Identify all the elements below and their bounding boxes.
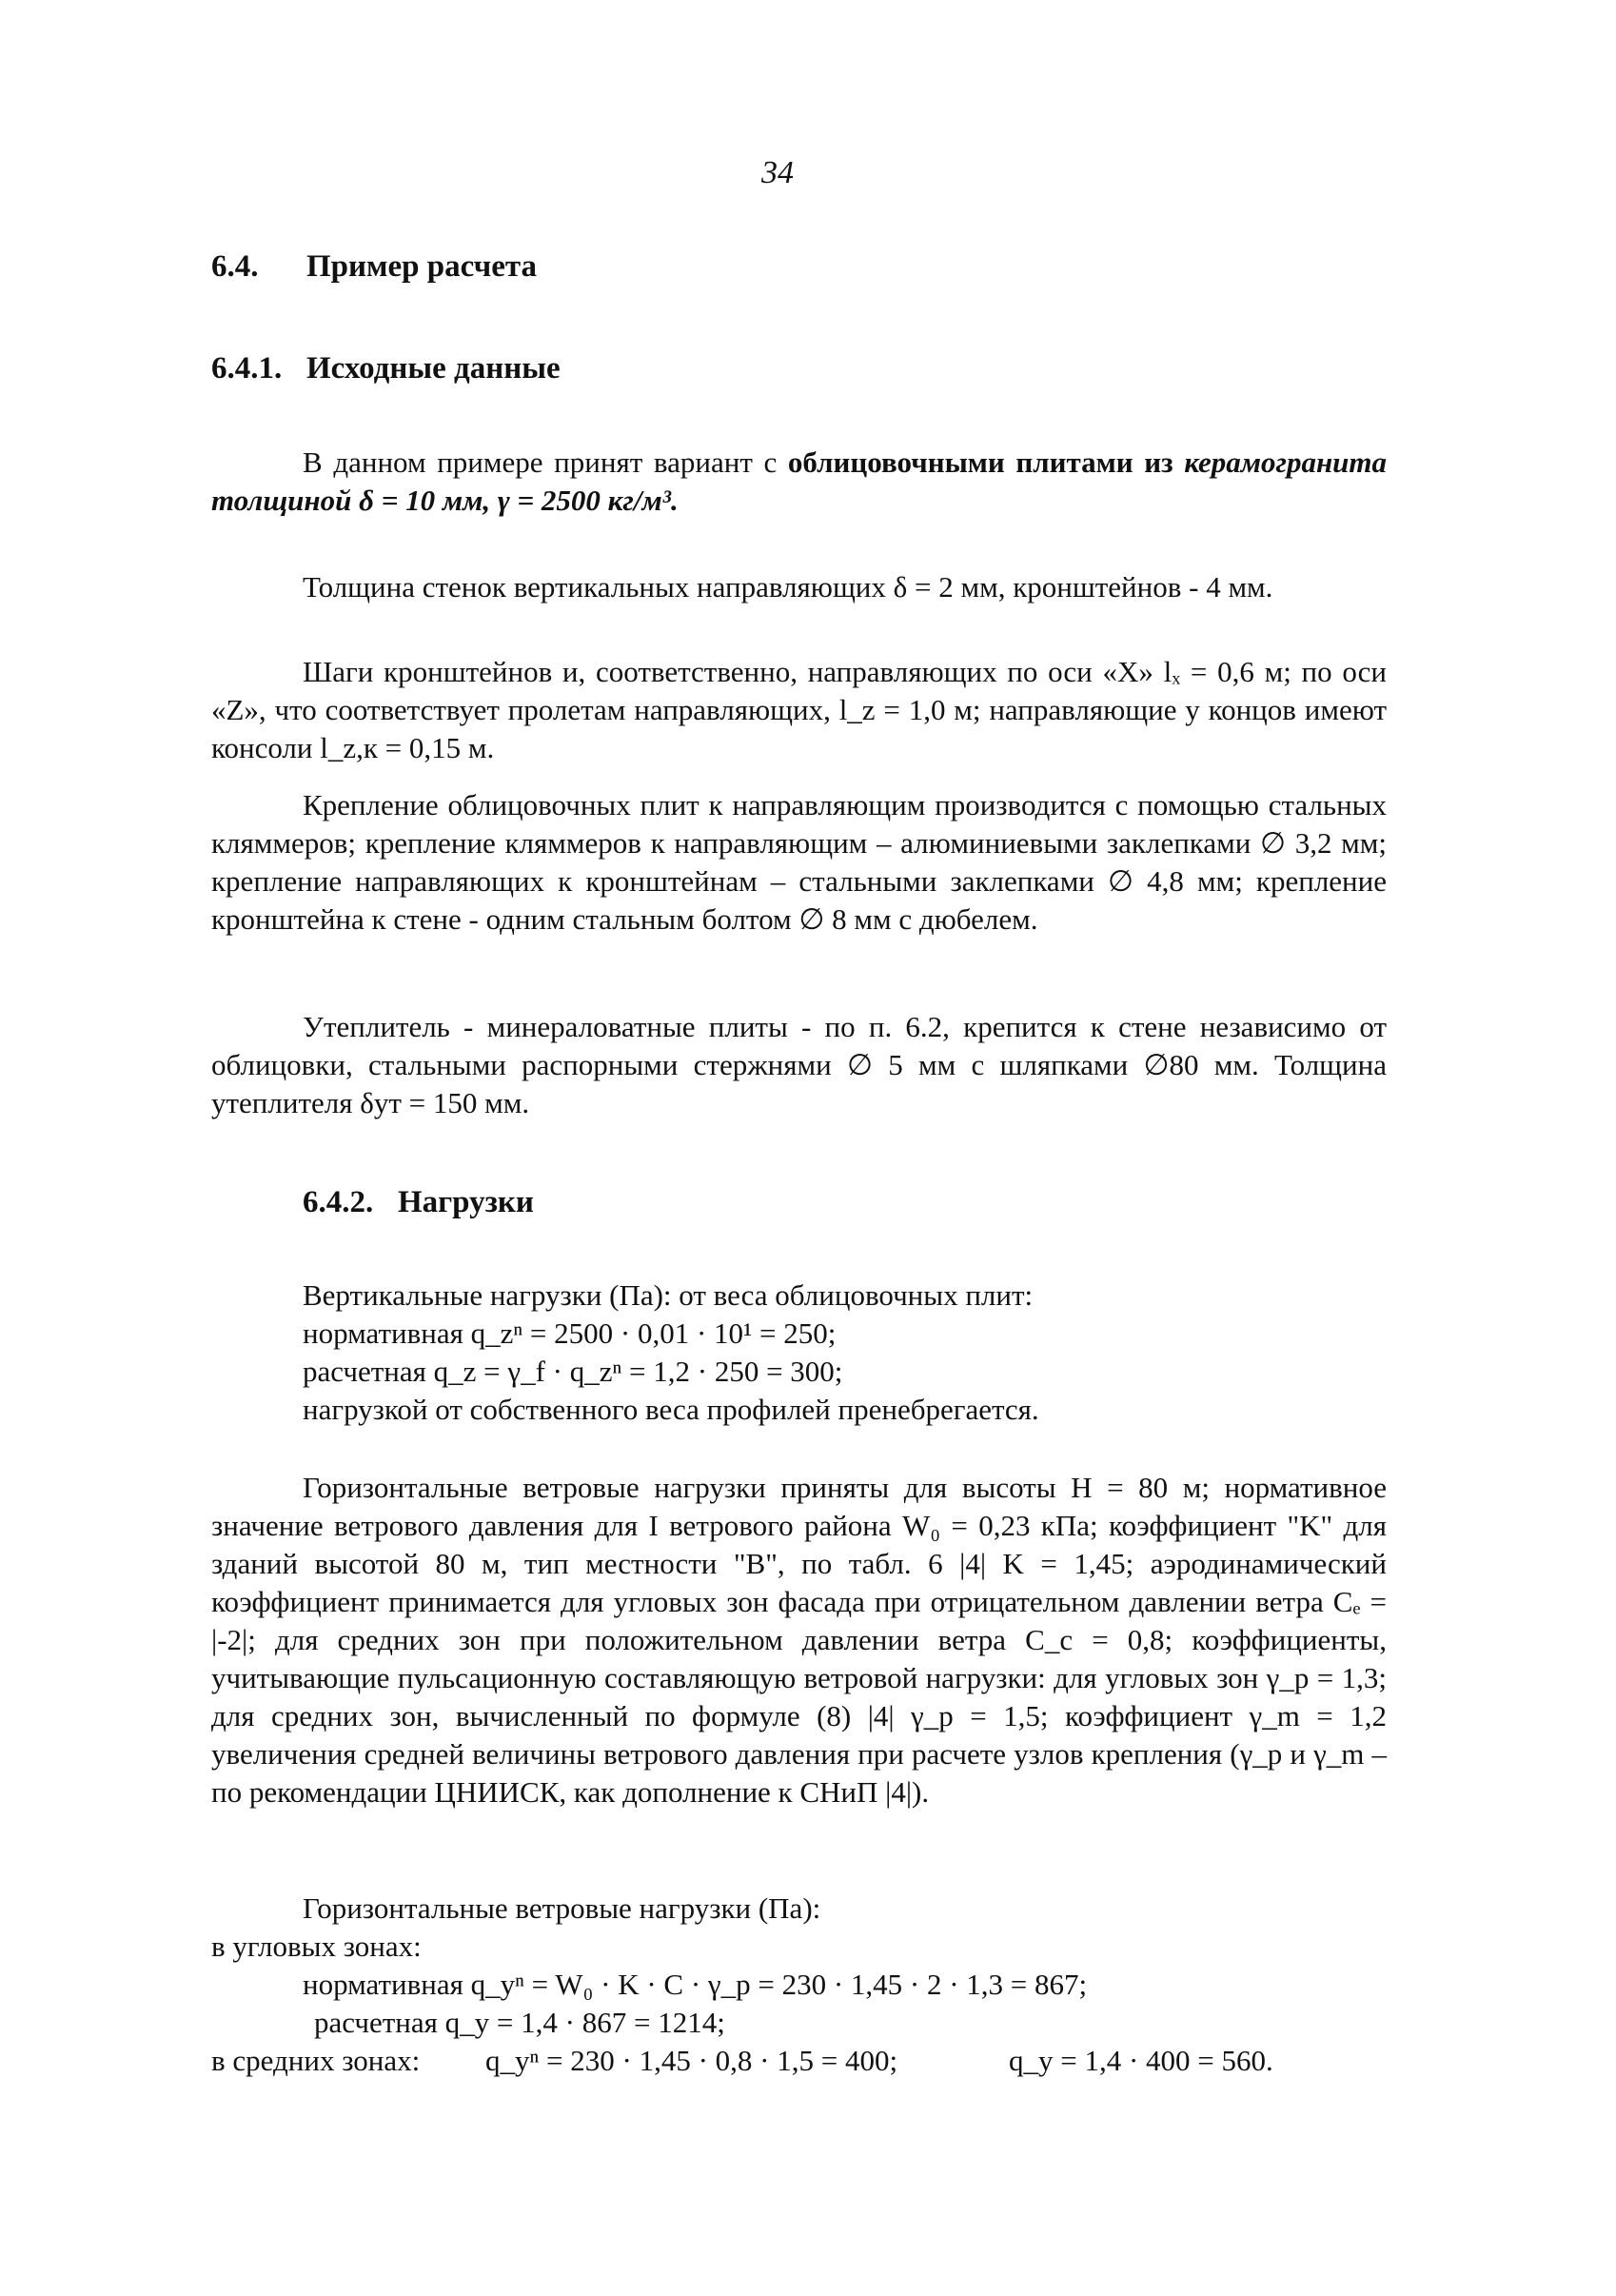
section-title: Исходные данные <box>306 351 561 386</box>
paragraph-italic-text: керамогранита толщиной δ = 10 мм, γ = 2500 кг/м³. <box>211 445 1388 517</box>
paragraph-text: Крепление облицовочных плит к направляющим производится с помощью стальных кляммеров; крепление кляммеров к направляющим – алюминиевыми заклепками ∅ 3,2 мм; крепление направляющих к кронштейнам – стальными заклепками ∅ 4,8 мм; крепление кронштейна к стене - одним стальным болтом ∅ 8 мм с дюбелем. <box>211 788 1387 936</box>
paragraph-text: Толщина стенок вертикальных направляющих δ = 2 мм, кронштейнов - 4 мм. <box>303 570 1273 604</box>
paragraph-variant <box>211 444 1387 520</box>
paragraph-bold-text: облицовочными плитами из <box>787 445 1173 479</box>
vertical-load-note: нагрузкой от собственного веса профилей пренебрегается. <box>303 1393 1039 1426</box>
section-heading-6-4 <box>211 249 537 285</box>
section-title: Нагрузки <box>398 1185 534 1219</box>
middle-load-normative: q_yⁿ = 230 · 1,45 · 0,8 · 1,5 = 400; <box>485 2044 898 2077</box>
corner-load-normative: нормативная q_yⁿ = W₀ · K · C · γ_p = 230 · 1,45 · 2 · 1,3 = 867; <box>303 1968 1088 2001</box>
middle-zones-label: в средних зонах: <box>211 2044 421 2077</box>
paragraph-text: Горизонтальные ветровые нагрузки приняты для высоты H = 80 м; нормативное значение ветрового давления для I ветрового района W₀ = 0,23 кПа; коэффициент "K" для зданий высотой 80 м, тип местности "B", по табл. 6 |4| K = 1,45; аэродинамический коэффициент принимается для угловых зон фасада при отрицательном давлении ветра Cₑ = |-2|; для средних зон при положительном давлении ветра C_c = 0,8; коэффициенты, учитывающие пульсационную составляющую ветровой нагрузки: для угловых зон γ_p = 1,3; для средних зон, вычисленный по формуле (8) |4| γ_p = 1,5; коэффициент γ_m = 1,2 увеличения средней величины ветрового давления при расчете узлов крепления (γ_p и γ_m – по рекомендации ЦНИИСК, как дополнение к СНиП |4|). <box>211 1471 1387 1809</box>
paragraph-text: Утеплитель - минераловатные плиты - по п. 6.2, крепится к стене независимо от облицовки, стальными распорными стержнями ∅ 5 мм с шляпками ∅80 мм. Толщина утеплителя δут = 150 мм. <box>211 1010 1387 1119</box>
middle-load-design: q_y = 1,4 · 400 = 560. <box>1009 2044 1273 2077</box>
horizontal-loads-heading: Горизонтальные ветровые нагрузки (Па): <box>303 1891 821 1925</box>
vertical-load-design: расчетная q_z = γ_f · q_zⁿ = 1,2 · 250 = 300; <box>303 1355 843 1388</box>
section-heading-6-4-2 <box>303 1185 534 1220</box>
section-title: Пример расчета <box>306 249 537 284</box>
paragraph-thickness <box>211 568 1387 606</box>
paragraph-text: В данном примере принят вариант с <box>303 445 788 479</box>
vertical-loads-heading: Вертикальные нагрузки (Па): от веса облицовочных плит: <box>303 1278 1034 1312</box>
corner-load-design: расчетная q_y = 1,4 · 867 = 1214; <box>314 2006 725 2039</box>
paragraph-horizontal-wind <box>211 1469 1387 1811</box>
paragraph-text: Шаги кронштейнов и, соответственно, направляющих по оси «X» lₓ = 0,6 м; по оси «Z», что соответствует пролетам направляющих, l_z = 1,0 м; направляющие у концов имеют консоли l_z,к = 0,15 м. <box>211 655 1387 764</box>
paragraph-steps <box>211 653 1387 767</box>
paragraph-fastening <box>211 786 1387 939</box>
section-number: 6.4.2. <box>303 1185 374 1219</box>
section-number: 6.4.1. <box>211 351 283 386</box>
page-number: 34 <box>761 155 794 190</box>
paragraph-insulation <box>211 1008 1387 1122</box>
section-number: 6.4. <box>211 249 259 284</box>
corner-zones-label: в угловых зонах: <box>211 1930 422 1963</box>
vertical-load-normative: нормативная q_zⁿ = 2500 · 0,01 · 10¹ = 250; <box>303 1316 837 1350</box>
section-heading-6-4-1 <box>211 351 561 386</box>
